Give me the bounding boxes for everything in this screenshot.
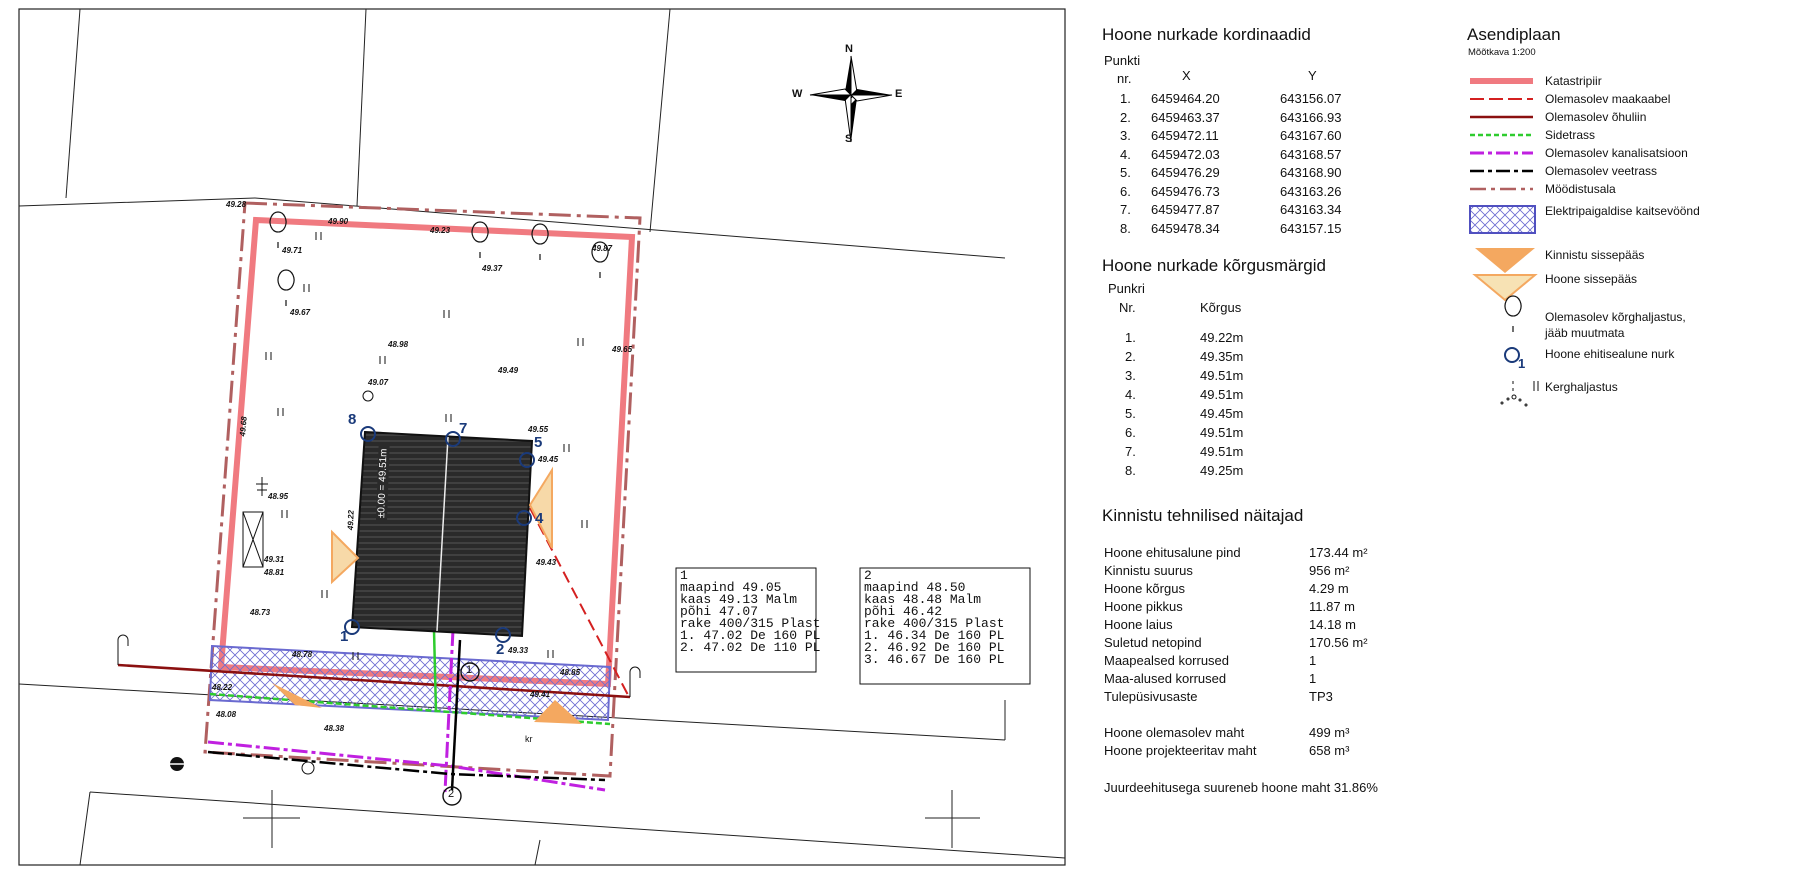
spot-height: 48.95 (268, 492, 289, 501)
corner-label: 5 (534, 434, 543, 451)
tech-row-value: TP3 (1309, 689, 1333, 704)
coords-row-y: 643156.07 (1280, 91, 1342, 106)
well-info-1-line: 2. 47.02 De 110 PL (680, 640, 821, 655)
spot-height: 49.67 (290, 308, 311, 317)
spot-height: 48.08 (216, 710, 237, 719)
well-info-2-line: põhi 46.42 (864, 604, 943, 619)
spot-height: 49.33 (508, 646, 529, 655)
coords-row-y: 643166.93 (1280, 109, 1342, 125)
coords-row-nr: 4. (1120, 146, 1131, 162)
well-info-1 (680, 570, 820, 654)
heights-row-h: 49.45m (1200, 406, 1244, 421)
well-info-1-line: põhi 47.07 (680, 604, 759, 619)
spot-height: 49.07 (368, 378, 389, 387)
tech-row-value: 173.44 m² (1309, 545, 1368, 560)
coords-row-x: 6459463.37 (1151, 109, 1220, 125)
corner-label: 8 (348, 411, 357, 428)
coords-title: Hoone nurkade kordinaadid (1102, 25, 1311, 44)
spot-height: 49.28 (226, 200, 247, 209)
well-info-2-line: kaas 48.48 Malm (864, 592, 982, 607)
coords-col-nr: nr. (1117, 71, 1132, 86)
heights-row-nr: 4. (1125, 387, 1136, 402)
spot-height: 49.37 (482, 264, 503, 273)
well-info-2-line: 2. 46.92 De 160 PL (864, 640, 1005, 655)
well-info-2 (864, 570, 1004, 666)
coords-row-x: 6459476.73 (1151, 183, 1220, 199)
spot-height: 49.87 (592, 244, 613, 253)
well-info-2-line: 1. 46.34 De 160 PL (864, 628, 1005, 643)
compass-south: S (845, 133, 853, 145)
tech-row-value: 170.56 m² (1309, 635, 1368, 650)
spot-height: 48.81 (264, 568, 285, 577)
spot-height: 49.71 (282, 246, 303, 255)
well-info-1-line: maapind 49.05 (680, 580, 782, 595)
coords-row-y: 643157.15 (1280, 220, 1342, 236)
tech-row-label: Hoone pikkus (1104, 599, 1183, 614)
well-info-2-line: rake 400/315 Plast (864, 616, 1005, 631)
tech-row-label: Kinnistu suurus (1104, 563, 1193, 578)
legend-item-label: Kinnistu sissepääs (1545, 248, 1645, 262)
legend-item-label: Olemasolev veetrass (1545, 164, 1658, 178)
well-info-1-line: 1. 47.02 De 160 PL (680, 628, 821, 643)
spot-height: 48.22 (212, 683, 233, 692)
legend-item-label: Hoone ehitisealune nurk (1545, 347, 1675, 361)
compass-north: N (845, 43, 853, 55)
tech-row-label: Hoone projekteeritav maht (1104, 743, 1257, 758)
heights-row-h: 49.35m (1200, 349, 1244, 364)
well-info-1-line: rake 400/315 Plast (680, 616, 821, 631)
coords-col-punkti: Punkti (1104, 53, 1141, 68)
spot-height: 48.73 (250, 608, 271, 617)
building-elevation-label: ±0.00 = 49.51m (376, 448, 390, 519)
corner-label: 7 (459, 420, 468, 437)
heights-row-h: 49.51m (1200, 387, 1244, 402)
tech-row-value: 11.87 m (1309, 599, 1356, 614)
legend-corner-mark: 1 (1518, 356, 1526, 371)
well-info-2-num: 2 (864, 568, 872, 583)
tech-row-value: 499 m³ (1309, 725, 1350, 740)
tech-row-label: Tulepüsivusaste (1104, 689, 1198, 704)
spot-height: 49.45 (538, 455, 559, 464)
compass-east: E (895, 88, 903, 100)
heights-col-nr: Nr. (1119, 300, 1136, 315)
heights-row-h: 49.25m (1200, 463, 1244, 478)
legend-item-label: jääb muutmata (1545, 326, 1625, 340)
spot-height: 48.98 (388, 340, 409, 349)
corner-label: 4 (535, 510, 544, 527)
heights-col-h: Kõrgus (1200, 300, 1242, 315)
heights-row-nr: 3. (1125, 368, 1136, 383)
spot-height: 48.85 (560, 668, 581, 677)
legend-item-label: Olemasolev kanalisatsioon (1545, 146, 1688, 160)
coords-row-x: 6459472.03 (1151, 146, 1220, 162)
coords-row-x: 6459478.34 (1151, 220, 1220, 236)
tech-row-label: Suletud netopind (1104, 635, 1202, 650)
legend-symbols (1470, 81, 1538, 406)
coords-row-nr: 3. (1120, 128, 1131, 143)
heights-row-nr: 5. (1125, 406, 1136, 421)
spot-height: 49.41 (530, 690, 551, 699)
spot-height: 49.31 (264, 555, 285, 564)
heights-row-h: 49.51m (1200, 368, 1244, 383)
coords-row-y: 643163.34 (1280, 202, 1342, 217)
tech-row-value: 956 m² (1309, 563, 1350, 578)
legend-item-label: Elektripaigaldise kaitsevöönd (1545, 204, 1700, 218)
kr-label: kr (525, 734, 533, 744)
heights-row-nr: 6. (1125, 425, 1136, 440)
corner-label: 1 (340, 628, 349, 645)
coords-row-nr: 7. (1120, 202, 1131, 217)
coords-row-y: 643168.57 (1280, 146, 1342, 162)
spot-height: 49.68 (238, 416, 249, 437)
coords-row-x: 6459477.87 (1151, 202, 1220, 217)
spot-height: 49.55 (528, 425, 549, 434)
legend-item-label: Kerghaljastus (1545, 380, 1618, 394)
coords-row-nr: 6. (1120, 183, 1131, 199)
tech-row-label: Maa-alused korrused (1104, 671, 1227, 686)
spot-height: 48.38 (324, 724, 345, 733)
coords-row-nr: 2. (1120, 109, 1131, 125)
tech-row-label: Hoone olemasolev maht (1104, 725, 1245, 740)
coords-row-x: 6459476.29 (1151, 165, 1220, 180)
coords-row-y: 643168.90 (1280, 165, 1342, 180)
legend-item-label: Olemasolev kõrghaljastus, (1545, 310, 1686, 324)
coords-row-nr: 8. (1120, 220, 1131, 236)
well-info-1-line: kaas 49.13 Malm (680, 592, 798, 607)
tech-title: Kinnistu tehnilised näitajad (1102, 506, 1304, 525)
tech-row-value: 1 (1309, 671, 1317, 686)
well-info-2-line: maapind 48.50 (864, 580, 966, 595)
spot-height: 49.90 (328, 217, 349, 226)
tech-row-value: 1 (1309, 653, 1317, 668)
corner-label: 2 (496, 641, 505, 658)
well-info-2-line: 3. 46.67 De 160 PL (864, 652, 1005, 667)
coords-row-nr: 5. (1120, 165, 1131, 180)
coords-row-x: 6459464.20 (1151, 91, 1220, 106)
tech-row-value: 4.29 m (1309, 581, 1349, 596)
spot-height: 49.65 (612, 345, 633, 354)
well-label: 1 (466, 664, 473, 676)
tech-row-label: Maapealsed korrused (1104, 653, 1230, 668)
legend-scale: Mõõtkava 1:200 (1468, 47, 1536, 58)
spot-height: 49.43 (536, 558, 557, 567)
coords-row-nr: 1. (1120, 91, 1131, 106)
tech-row-label: Hoone laius (1104, 617, 1173, 632)
tech-row-value: 658 m³ (1309, 743, 1350, 758)
tech-row-value: 14.18 m (1309, 617, 1356, 632)
heights-row-nr: 1. (1125, 330, 1136, 345)
coords-row-y: 643167.60 (1280, 128, 1342, 143)
coords-row-x: 6459472.11 (1151, 128, 1219, 143)
heights-row-nr: 7. (1125, 444, 1136, 459)
well-label: 2 (448, 788, 455, 800)
heights-row-nr: 2. (1125, 349, 1136, 364)
compass-west: W (792, 88, 803, 100)
legend-item-label: Sidetrass (1545, 128, 1596, 142)
coords-col-y: Y (1308, 68, 1317, 83)
heights-row-nr: 8. (1125, 463, 1136, 478)
coords-col-x: X (1182, 68, 1191, 83)
spot-height: 48.78 (292, 650, 313, 659)
spot-height: 49.23 (430, 226, 451, 235)
legend-item-label: Olemasolev õhuliin (1545, 110, 1647, 124)
tech-row-label: Hoone kõrgus (1104, 581, 1185, 596)
heights-title: Hoone nurkade kõrgusmärgid (1102, 256, 1326, 275)
legend-item-label: Hoone sissepääs (1545, 272, 1638, 286)
coords-row-y: 643163.26 (1280, 183, 1342, 199)
tech-note: Juurdeehitusega suureneb hoone maht 31.86% (1104, 780, 1378, 795)
heights-row-h: 49.22m (1200, 330, 1244, 345)
legend-item-label: Olemasolev maakaabel (1545, 92, 1671, 106)
legend-item-label: Katastripiir (1545, 74, 1602, 88)
legend-item-label: Möödistusala (1545, 182, 1616, 196)
legend-title: Asendiplaan (1467, 25, 1561, 44)
heights-row-h: 49.51m (1200, 444, 1244, 459)
heights-row-h: 49.51m (1200, 425, 1244, 440)
heights-col-punkri: Punkri (1108, 281, 1145, 296)
well-info-1-num: 1 (680, 568, 688, 583)
spot-height: 49.49 (498, 366, 519, 375)
tech-row-label: Hoone ehitusalune pind (1104, 545, 1241, 560)
spot-height: 49.22 (346, 509, 356, 531)
